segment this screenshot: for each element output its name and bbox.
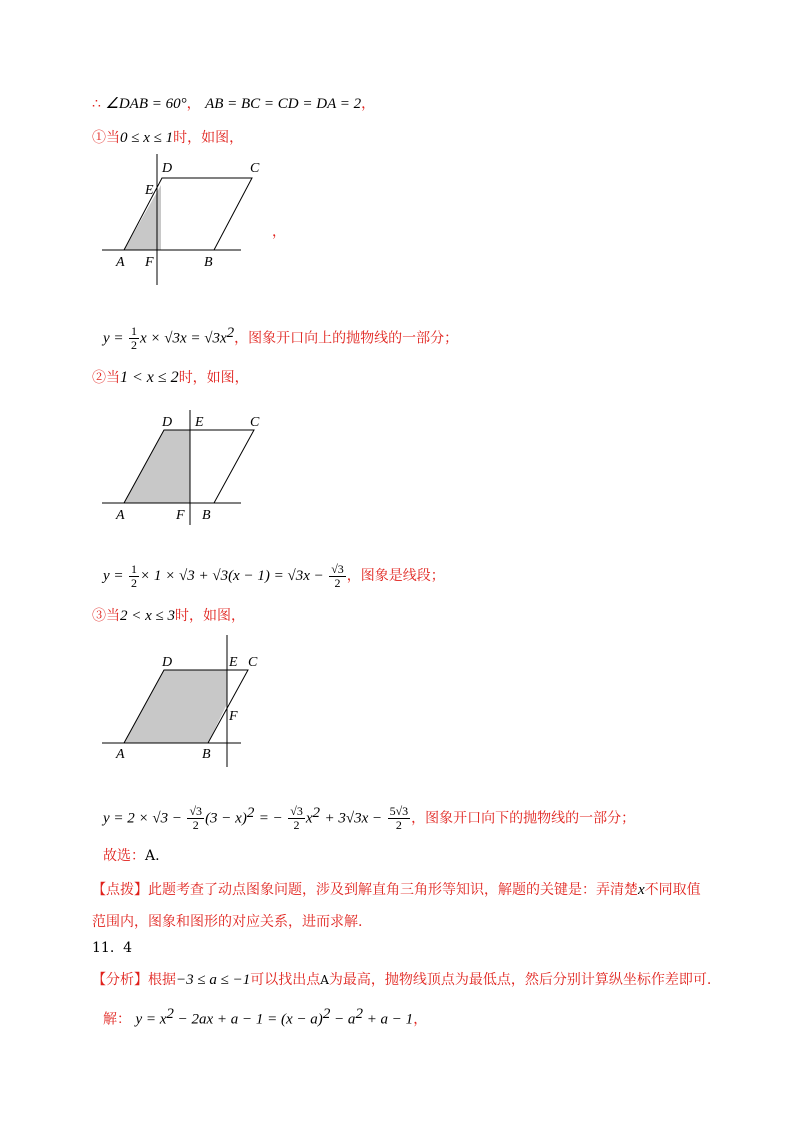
shaded-trapezoid [124, 430, 190, 503]
analysis-condition: −3 ≤ a ≤ −1 [176, 972, 251, 988]
shaded-pentagon [124, 670, 227, 743]
angle-statement: ∠DAB = 60° [105, 96, 187, 112]
case-1-heading [92, 128, 243, 148]
label-C: C [250, 415, 260, 430]
label-D: D [162, 415, 173, 430]
solution-expr-2: − 2ax + a − 1 = (x − a) [173, 1011, 323, 1028]
figure-1 [96, 150, 276, 290]
question-number: 11. [92, 940, 115, 956]
tip-text-2: 不同取值 [644, 882, 701, 898]
analysis-text-2: 可以找出点 [250, 972, 321, 988]
label-B: B [202, 508, 211, 523]
fraction-half: $\frac{1}{2}$ [130, 561, 137, 590]
label-A: A [116, 747, 125, 762]
question-answer: 4 [123, 940, 133, 956]
tip-line-2: 范围内，图象和图形的对应关系，进而求解. [92, 914, 363, 930]
solution-end: ， [413, 1011, 428, 1028]
formula-3-y: y = 2 × √3 − [103, 810, 183, 827]
formula-3-part4: + 3√3x − [324, 810, 383, 827]
solution-line [103, 1004, 427, 1030]
solution-exp-1: 2 [166, 1006, 174, 1022]
conclusion-line [92, 94, 375, 114]
formula-1-expr: x × √3x = √3x [139, 330, 227, 347]
tip-variable: x [638, 882, 645, 898]
analysis-text-3: 为最高，抛物线顶点为最低点，然后分别计算纵坐标作差即可. [328, 972, 712, 988]
analysis-tag: 【分析】 [92, 972, 148, 988]
case-3-marker: ③当 [92, 608, 120, 624]
formula-3-part3: x [305, 810, 313, 827]
figure-1-comma: ， [272, 224, 286, 240]
figure-2 [96, 405, 296, 535]
label-C: C [248, 655, 258, 670]
analysis-point: A [320, 973, 329, 987]
label-F: F [145, 255, 154, 270]
solution-exp-2: 2 [322, 1006, 331, 1022]
tip-tag: 【点拨】 [92, 882, 148, 898]
case-2-condition: 1 < x ≤ 2 [120, 369, 179, 386]
case-3-tail: 时，如图， [175, 608, 246, 624]
case-2-tail: 时，如图， [178, 370, 249, 386]
label-E: E [229, 655, 238, 670]
sides-statement: AB = BC = CD = DA = 2 [205, 96, 362, 112]
figure-3 [96, 632, 296, 772]
case-2-marker: ②当 [92, 370, 120, 386]
tip-line-1 [92, 880, 701, 900]
answer-label: 故选： [103, 848, 145, 864]
case-1-marker: ①当 [92, 130, 120, 146]
label-E: E [145, 183, 154, 198]
label-B: B [202, 747, 211, 762]
label-E: E [195, 415, 204, 430]
separator: ， [186, 96, 201, 112]
solution-expr-3: − a [330, 1011, 356, 1028]
case-3-heading [92, 606, 245, 626]
formula-1-y: y = [103, 330, 124, 347]
label-A: A [116, 508, 125, 523]
formula-3-comment: ，图象开口向下的抛物线的一部分； [411, 810, 636, 827]
therefore-symbol: ∴ [92, 96, 101, 112]
formula-3-part1: (3 − x) [205, 810, 247, 827]
fraction-half: $\frac{1}{2}$ [130, 324, 137, 353]
question-11 [92, 938, 132, 958]
formula-1-exp: 2 [226, 325, 235, 341]
formula-1-comment: ，图象开口向上的抛物线的一部分； [234, 330, 459, 347]
answer-value: A [145, 848, 156, 864]
fraction-1: $\frac{√3}{2}$ [189, 804, 203, 833]
label-C: C [250, 161, 260, 176]
formula-3-part2: = − [258, 810, 283, 827]
case-1-condition: 0 ≤ x ≤ 1 [120, 130, 174, 146]
case-1-tail: 时，如图， [173, 130, 244, 146]
solution-expr-1: y = x [135, 1011, 167, 1028]
formula-2 [103, 561, 445, 591]
analysis-line [92, 970, 711, 990]
solution-label: 解： [103, 1011, 131, 1028]
label-F: F [229, 709, 238, 724]
solution-expr-4: + a − 1 [362, 1011, 414, 1028]
label-B: B [204, 255, 213, 270]
analysis-text-1: 根据 [148, 972, 176, 988]
label-F: F [176, 508, 185, 523]
answer-line [103, 846, 160, 866]
solution-exp-3: 2 [355, 1006, 363, 1022]
case-3-condition: 2 < x ≤ 3 [120, 608, 176, 624]
fraction-root3-over-2: $\frac{√3}{2}$ [331, 561, 344, 590]
formula-2-expr: × 1 × √3 + √3(x − 1) = √3x − [139, 568, 324, 584]
formula-2-y: y = [103, 568, 124, 584]
formula-3-exp2: 2 [312, 805, 321, 821]
line-end: ， [361, 96, 376, 112]
case-2-heading [92, 368, 249, 388]
tip-text-1: 此题考查了动点图象问题，涉及到解直角三角形等知识，解题的关键是：弄清楚 [148, 882, 638, 898]
formula-3 [103, 798, 635, 834]
label-A: A [116, 255, 125, 270]
answer-end: . [155, 848, 160, 864]
fraction-3: $\frac{5√3}{2}$ [389, 804, 409, 833]
label-D: D [162, 161, 173, 176]
fraction-2: $\frac{√3}{2}$ [290, 804, 303, 833]
formula-1 [103, 318, 458, 354]
formula-2-comment: ，图象是线段； [346, 568, 445, 584]
label-D: D [162, 655, 173, 670]
formula-3-exp1: 2 [246, 805, 255, 821]
